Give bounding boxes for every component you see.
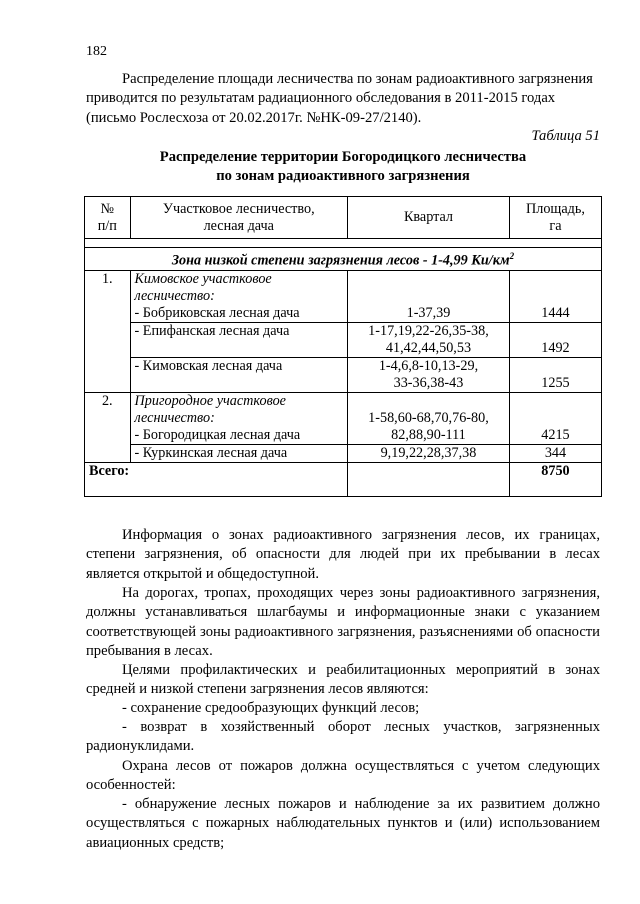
quarter-line: 1-4,6,8-10,13-29, [378, 357, 479, 374]
body-text: - обнаружение лесных пожаров и наблюдение за их развитием должно осуществляться с пожарных наблюдательных пунктов и (или) использованием авиационных средств; [86, 796, 600, 851]
total-row [85, 462, 602, 496]
quarter-line: 82,88,90-111 [391, 426, 466, 443]
intro-text: Распределение площади лесничества по зонам радиоактивного загрязнения приводится по результатам радиационного обследования в 2011-2015 годах (письмо Рослесхоза от 20.02.2017г. №НК-09-27/2140). [86, 71, 593, 126]
total-area: 8750 [509, 462, 601, 496]
header-name-line-1: Участковое лесничество, [162, 200, 315, 217]
table-title [86, 148, 600, 186]
zone-row [85, 248, 602, 271]
quarter-line: 1-37,39 [406, 304, 451, 321]
header-area [509, 197, 601, 239]
group-1-num: 1. [85, 270, 131, 392]
header-num-line-1: № [100, 200, 115, 217]
table-title-line-2: по зонам радиоактивного загрязнения [216, 168, 470, 184]
quarter-cell [348, 392, 510, 444]
body-paragraph-4 [86, 699, 600, 718]
table-title-line-1: Распределение территории Богородицкого лесничества [159, 149, 527, 165]
forest-dacha-name: - Бобриковская лесная дача [134, 304, 300, 321]
body-paragraph-5 [86, 718, 600, 757]
zone-text: Зона низкой степени загрязнения лесов - 1-4,99 Ки/км [171, 252, 510, 269]
group-2-row-2 [85, 444, 602, 462]
page-number: 182 [86, 44, 107, 59]
body-text: Информация о зонах радиоактивного загрязнения лесов, их границах, степени загрязнения, об опасности для людей при их пребывании в лесах является открытой и общедоступной. [86, 527, 600, 582]
header-num-line-2: п/п [97, 217, 117, 234]
group-1-row-1 [85, 270, 602, 322]
group-1-district-line-2: лесничество: [134, 287, 215, 304]
body-paragraph-3 [86, 661, 600, 700]
total-quarter-cell [348, 462, 510, 496]
quarter-line: 41,42,44,50,53 [385, 339, 472, 356]
group-2-name-cell [130, 392, 348, 444]
quarter-line: 9,19,22,28,37,38 [380, 444, 477, 461]
group-2-row-1 [85, 392, 602, 444]
body-text: - возврат в хозяйственный оборот лесных участков, загрязненных радионуклидами. [86, 719, 600, 755]
group-2-num: 2. [85, 392, 131, 462]
body-paragraph-2 [86, 584, 600, 661]
spacer-row [85, 239, 602, 248]
body-text: - сохранение средообразующих функций лесов; [122, 700, 420, 716]
zone-superscript: 2 [509, 251, 515, 261]
forest-dacha-name: - Епифанская лесная дача [130, 322, 348, 357]
header-row [85, 197, 602, 239]
body-text: Целями профилактических и реабилитационных мероприятий в зонах средней и низкой степени загрязнения лесов являются: [86, 662, 600, 698]
body-paragraph-7 [86, 795, 600, 853]
group-1-row-3 [85, 357, 602, 392]
quarter-cell [348, 357, 510, 392]
header-area-line-1: Площадь, [526, 200, 585, 217]
group-2-district-line-2: лесничество: [134, 409, 215, 426]
group-2-district-line-1: Пригородное участковое [134, 392, 286, 409]
forest-dacha-name: - Куркинская лесная дача [130, 444, 348, 462]
quarter-line: 1-58,60-68,70,76-80, [368, 409, 489, 426]
area-cell: 1492 [509, 322, 601, 357]
body-text: На дорогах, тропах, проходящих через зоны радиоактивного загрязнения, должны устанавливаться шлагбаумы и информационные знаки с указанием соответствующей зоны радиоактивного загрязнения, разъяснениями об опасности пребывания в лесах. [86, 585, 600, 659]
header-num [85, 197, 131, 239]
group-1-name-cell [130, 270, 348, 322]
forest-dacha-name: - Богородицкая лесная дача [134, 426, 301, 443]
quarter-line: 1-17,19,22-26,35-38, [368, 322, 489, 339]
intro-paragraph [86, 70, 600, 128]
total-label: Всего: [85, 462, 348, 496]
quarter-line: 33-36,38-43 [393, 374, 464, 391]
header-area-line-2: га [549, 217, 562, 234]
quarter-cell [348, 444, 510, 462]
body-paragraph-1 [86, 526, 600, 584]
spacer-cell [85, 239, 602, 248]
group-1-district-line-1: Кимовское участковое [134, 270, 272, 287]
header-name-line-2: лесная дача [203, 217, 274, 234]
header-name [130, 197, 348, 239]
forest-dacha-name: - Кимовская лесная дача [130, 357, 348, 392]
body-text: Охрана лесов от пожаров должна осуществляться с учетом следующих особенностей: [86, 758, 600, 794]
area-cell: 344 [509, 444, 601, 462]
body-paragraph-6 [86, 757, 600, 796]
area-cell: 4215 [509, 392, 601, 444]
group-1-row-2 [85, 322, 602, 357]
header-quarter: Квартал [348, 197, 510, 239]
area-cell: 1255 [509, 357, 601, 392]
zone-cell [85, 248, 602, 271]
quarter-cell [348, 270, 510, 322]
area-cell: 1444 [509, 270, 601, 322]
table-label: Таблица 51 [531, 128, 600, 144]
zone-distribution-table [84, 196, 602, 497]
quarter-cell [348, 322, 510, 357]
